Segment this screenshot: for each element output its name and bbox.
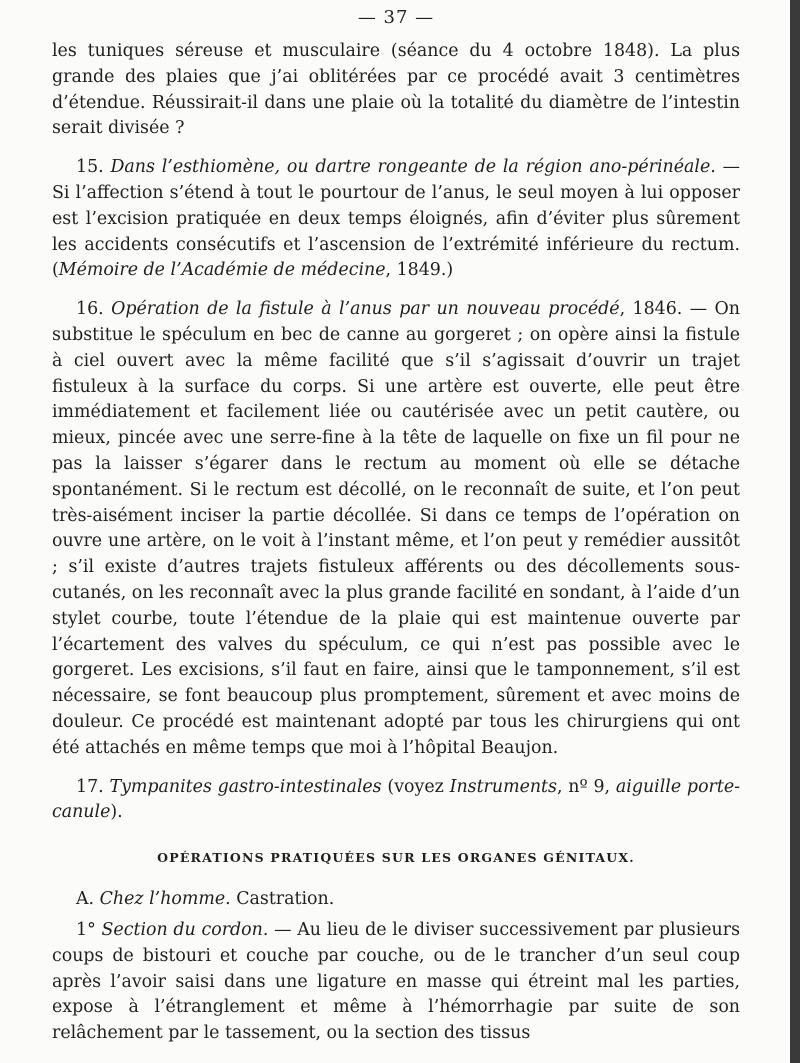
paragraph-title: Opération de la fistule à l’anus par un nouveau procédé <box>111 299 620 320</box>
paragraph-16 <box>52 297 740 761</box>
reference-title: Instruments <box>449 776 557 797</box>
subsection-heading <box>52 887 740 913</box>
subsection-tail: Castration. <box>230 889 335 910</box>
paragraph-number: 17. <box>76 776 104 797</box>
paragraph-title: Dans l’esthiomène, ou dartre rongeante de la région ano-périnéale. <box>110 157 716 178</box>
section-heading: OPÉRATIONS PRATIQUÉES SUR LES ORGANES GÉNITAUX. <box>157 850 635 866</box>
paragraph-title: Tympanites gastro-intestinales <box>109 776 382 797</box>
page <box>52 0 740 1047</box>
paragraph-body: — Si l’affection s’étend à tout le pourtour de l’anus, le seul moyen à lui opposer est l’excision pratiquée en deux temps éloignés, afin d’éviter plus sûrement les accidents consécutifs et l’ascension de l’extrémité inférieure du rectum. ( <box>52 157 741 281</box>
paragraph-body: (voyez <box>381 776 450 797</box>
reference-tail: , 1849.) <box>385 260 454 281</box>
paragraph-number: 15. <box>76 157 104 178</box>
reference-title: Mémoire de l’Académie de médecine <box>58 260 386 281</box>
paragraph-body-2: , nº 9, <box>556 776 616 797</box>
paragraph-body: , 1846. — On substitue le spéculum en bec de canne au gorgeret ; on opère ainsi la fistule à ciel ouvert avec la même facilité que s’il s’agissait d’ouvrir un trajet fistuleux à la surface du corps. Si une artère est ouverte, elle peut être immédiatement et facilement liée ou cautérisée avec un petit cautère, ou mieux, pincée avec une serre-fine à la tête de laquelle on fixe un fil pour ne pas la laisser s’égarer dans le rectum au moment où elle se détache spontanément. Si le rectum est décollé, on le reconnaît de suite, et l’on peut très-aisément inciser la partie décollée. Si dans ce temps de l’opération on ouvre une artère, on le voit à l’instant même, et l’on peut y remédier aussitôt ; s’il existe d’autres trajets fistuleux afférents ou des décollements sous-cutanés, on les reconnaît avec la plus grande facilité en sondant, à l’aide d’un stylet courbe, toute l’étendue de la plaie qui est maintenue ouverte par l’écartement des valves du spéculum, ce qui n’est pas possible avec le gorgeret. Les excisions, s’il faut en faire, ainsi que le tamponnement, s’il est nécessaire, se font beaucoup plus promptement, sûrement et avec moins de douleur. Ce procédé est maintenant adopté par tous les chirurgiens qui ont été attachés en même temps que moi à l’hôpital Beaujon. <box>52 299 740 758</box>
page-number: — 37 — <box>357 7 435 28</box>
paragraph-15 <box>52 155 740 284</box>
reference-title-2: aiguille porte-canule <box>52 776 741 823</box>
paragraph-title: Section du cordon. <box>101 919 269 940</box>
paragraph-number: 1° <box>76 919 96 940</box>
subsection-title: Chez l’homme. <box>99 889 231 910</box>
paragraph-continuation: les tuniques séreuse et musculaire (séance du 4 octobre 1848). La plus grande des plaies que j’ai oblitérées par ce procédé avait 3 centimètres d’étendue. Réussirait-il dans une plaie où la totalité du diamètre de l’intestin serait divisée ? <box>52 41 740 139</box>
subsection-label: A. <box>76 889 95 910</box>
paragraph-17 <box>52 775 740 827</box>
page-edge <box>790 0 800 1063</box>
reference-tail: ). <box>110 802 123 823</box>
paragraph-number: 16. <box>76 299 104 320</box>
paragraph-body: — Au lieu de le diviser successivement par plusieurs coups de bistouri et couche par couche, ou de le trancher d’un seul coup après l’avoir saisi dans une ligature en masse qui étreint mal les parties, expose à l’étranglement et même à l’hémorrhagie par suite de son relâchement par le tassement, ou la section des tissus <box>52 919 740 1044</box>
paragraph-section-cordon <box>52 918 740 1047</box>
